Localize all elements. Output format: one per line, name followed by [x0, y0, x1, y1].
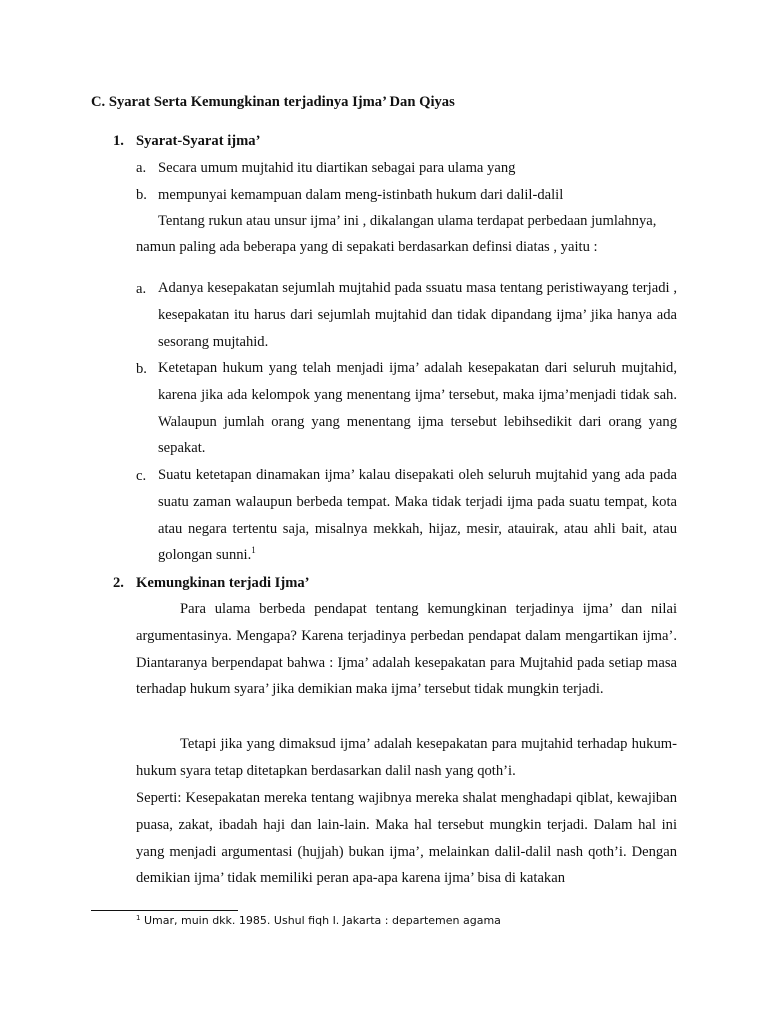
footnote-separator	[91, 910, 238, 911]
subsection-number: 1.	[113, 133, 124, 149]
list-item-text: mempunyai kemampuan dalam meng-istinbath hukum dari dalil-dalil	[158, 187, 564, 203]
list-item-text: Secara umum mujtahid itu diartikan sebagai para ulama yang	[158, 160, 516, 176]
subsection-number: 2.	[113, 575, 124, 591]
body-paragraph: Tetapi jika yang dimaksud ijma’ adalah kesepakatan para mujtahid terhadap hukum-hukum syara tetap ditetapkan berdasarkan dalil nash yang qoth’i.	[136, 736, 677, 779]
footnote-text: Umar, muin dkk. 1985. Ushul fiqh I. Jakarta : departemen agama	[143, 914, 501, 927]
intro-line: Tentang rukun atau unsur ijma’ ini , dikalangan ulama terdapat perbedaan jumlahnya,	[158, 213, 657, 229]
footnote	[136, 914, 501, 927]
list-item-text	[158, 462, 677, 569]
list-marker: b.	[136, 187, 147, 203]
subsection-title: Syarat-Syarat ijma’	[136, 133, 261, 149]
list-item-text: Adanya kesepakatan sejumlah mujtahid pada ssuatu masa tentang peristiwayang terjadi , kesepakatan itu harus dari sejumlah mujtahid dan tidak dipandang ijma’ jika hanya ada sesorang mujtahid.	[158, 280, 677, 350]
footnote-number: 1	[136, 914, 141, 922]
body-paragraph: Seperti: Kesepakatan mereka tentang wajibnya mereka shalat menghadapi qiblat, kewajiban puasa, zakat, ibadah haji dan lain-lain. Maka hal tersebut mungkin terjadi. Dalam hal ini yang menjadi argumentasi (hujjah) bukan ijma’, melainkan dalil-dalil nash qoth’i. Dengan demikian ijma’ tidak memiliki peran apa-apa karena ijma’ bisa di katakan	[136, 790, 677, 887]
list-marker: b.	[136, 361, 147, 377]
footnote-ref[interactable]: 1	[251, 545, 256, 556]
list-marker: c.	[136, 468, 147, 484]
intro-line: namun paling ada beberapa yang di sepakati berdasarkan definsi diatas , yaitu :	[136, 239, 598, 255]
list-item-body: Suatu ketetapan dinamakan ijma’ kalau disepakati oleh seluruh mujtahid yang ada pada suatu zaman walaupun berbeda tempat. Maka tidak terjadi ijma pada suatu tempat, kota atau negara tertentu saja, misalnya mekkah, hijaz, mesir, atauirak, atau ahli bait, atau golongan sunni.	[158, 467, 677, 564]
list-marker: a.	[136, 281, 147, 297]
section-heading: C. Syarat Serta Kemungkinan terjadinya Ijma’ Dan Qiyas	[91, 94, 455, 110]
list-item-text: Ketetapan hukum yang telah menjadi ijma’ adalah kesepakatan dari seluruh mujtahid, karena jika ada kelompok yang menentang ijma’ tersebut, maka ijma’menjadi tidak sah. Walaupun jumlah orang yang menentang ijma tersebut lebihsedikit dari orang yang sepakat.	[158, 360, 677, 457]
list-marker: a.	[136, 160, 147, 176]
body-paragraph: Para ulama berbeda pendapat tentang kemungkinan terjadinya ijma’ dan nilai argumentasinya. Mengapa? Karena terjadinya perbedan pendapat dalam mengartikan ijma’. Diantaranya berpendapat bahwa : Ijma’ adalah kesepakatan para Mujtahid pada setiap masa terhadap hukum syara’ jika demikian maka ijma’ tersebut tidak mungkin terjadi.	[136, 601, 677, 698]
subsection-title: Kemungkinan terjadi Ijma’	[136, 575, 310, 591]
